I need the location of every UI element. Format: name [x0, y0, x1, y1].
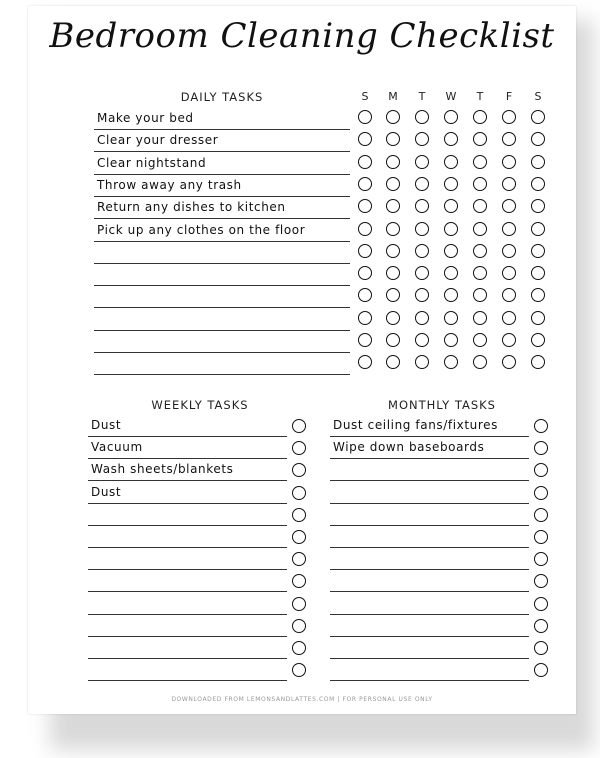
daily-task-label: Make your bed: [97, 111, 194, 125]
daily-checkbox[interactable]: [415, 333, 429, 347]
weekly-checkbox[interactable]: [292, 552, 306, 566]
weekday-label: S: [361, 90, 369, 103]
daily-task-row: [94, 309, 350, 331]
weekly-task-label: Wash sheets/blankets: [91, 462, 234, 477]
footer-note: DOWNLOADED FROM LEMONSANDLATTES.COM | FOR PERSONAL USE ONLY: [171, 696, 433, 703]
weekly-task-row: [88, 526, 287, 548]
daily-checkbox[interactable]: [531, 355, 545, 369]
weekly-task-row: [88, 459, 287, 481]
weekly-task-row: [88, 482, 287, 504]
daily-checkbox[interactable]: [502, 177, 516, 191]
weekly-checkbox[interactable]: [292, 419, 306, 433]
weekly-task-row: [88, 504, 287, 526]
daily-checkbox[interactable]: [358, 244, 372, 258]
daily-checkbox[interactable]: [415, 266, 429, 280]
daily-checkbox[interactable]: [358, 177, 372, 191]
monthly-task-row: [330, 615, 529, 637]
weekly-checkbox[interactable]: [292, 486, 306, 500]
daily-checkbox[interactable]: [473, 266, 487, 280]
weekly-checkbox[interactable]: [292, 574, 306, 588]
weekly-task-row: [88, 437, 287, 459]
daily-checkbox[interactable]: [415, 222, 429, 236]
daily-checkbox[interactable]: [386, 355, 400, 369]
daily-checkbox[interactable]: [444, 266, 458, 280]
daily-checkbox[interactable]: [502, 132, 516, 146]
daily-task-row: [94, 331, 350, 353]
daily-checkbox[interactable]: [386, 288, 400, 302]
weekly-task-row: [88, 548, 287, 570]
daily-checkbox[interactable]: [415, 177, 429, 191]
daily-checkbox[interactable]: [502, 110, 516, 124]
monthly-tasks-heading: MONTHLY TASKS: [388, 398, 496, 412]
daily-task-row: [94, 353, 350, 375]
daily-checkbox[interactable]: [502, 311, 516, 325]
daily-task-row: [94, 220, 350, 242]
daily-checkbox[interactable]: [358, 132, 372, 146]
daily-checkbox[interactable]: [415, 311, 429, 325]
daily-checkbox[interactable]: [473, 177, 487, 191]
daily-checkbox[interactable]: [531, 244, 545, 258]
weekly-task-row: [88, 593, 287, 615]
daily-checkbox[interactable]: [386, 177, 400, 191]
monthly-checkbox[interactable]: [534, 530, 548, 544]
daily-checkbox[interactable]: [386, 110, 400, 124]
checklist-sheet: [28, 6, 576, 714]
weekly-checkbox[interactable]: [292, 463, 306, 477]
daily-task-row: [94, 153, 350, 175]
monthly-task-label: Wipe down baseboards: [333, 440, 485, 455]
weekly-checkbox[interactable]: [292, 597, 306, 611]
daily-task-label: Return any dishes to kitchen: [97, 200, 286, 215]
monthly-task-row: [330, 637, 529, 659]
daily-checkbox[interactable]: [502, 355, 516, 369]
daily-checkbox[interactable]: [531, 266, 545, 280]
daily-checkbox[interactable]: [415, 199, 429, 213]
daily-checkbox[interactable]: [502, 266, 516, 280]
monthly-task-label: Dust ceiling fans/fixtures: [333, 418, 498, 432]
monthly-checkbox[interactable]: [534, 574, 548, 588]
weekly-task-label: Dust: [91, 484, 122, 499]
daily-checkbox[interactable]: [473, 288, 487, 302]
daily-task-row: [94, 197, 350, 219]
daily-checkbox[interactable]: [358, 222, 372, 236]
daily-checkbox[interactable]: [444, 222, 458, 236]
weekly-checkbox[interactable]: [292, 441, 306, 455]
daily-checkbox[interactable]: [386, 132, 400, 146]
daily-checkbox[interactable]: [415, 110, 429, 124]
monthly-checkbox[interactable]: [534, 641, 548, 655]
daily-checkbox[interactable]: [531, 222, 545, 236]
daily-task-label: Throw away any trash: [97, 177, 242, 192]
daily-checkbox[interactable]: [444, 288, 458, 302]
daily-checkbox[interactable]: [444, 132, 458, 146]
daily-checkbox[interactable]: [473, 355, 487, 369]
daily-task-label: Clear nightstand: [97, 155, 207, 170]
weekly-task-row: [88, 615, 287, 637]
monthly-checkbox[interactable]: [534, 508, 548, 522]
daily-checkbox[interactable]: [502, 155, 516, 169]
daily-checkbox[interactable]: [473, 155, 487, 169]
daily-checkbox[interactable]: [386, 266, 400, 280]
daily-checkbox[interactable]: [444, 333, 458, 347]
monthly-task-row: [330, 548, 529, 570]
daily-checkbox[interactable]: [473, 222, 487, 236]
daily-checkbox[interactable]: [473, 132, 487, 146]
monthly-task-row: [330, 570, 529, 592]
monthly-task-row: [330, 482, 529, 504]
page-title: Bedroom Cleaning Checklist: [49, 16, 555, 56]
daily-checkbox[interactable]: [473, 333, 487, 347]
monthly-task-row: [330, 504, 529, 526]
weekday-label: F: [505, 90, 513, 103]
monthly-task-row: [330, 659, 529, 681]
daily-task-row: [94, 264, 350, 286]
weekday-label: S: [534, 90, 542, 103]
daily-checkbox[interactable]: [444, 244, 458, 258]
daily-checkbox[interactable]: [531, 311, 545, 325]
daily-checkbox[interactable]: [444, 110, 458, 124]
daily-checkbox[interactable]: [473, 311, 487, 325]
daily-checkbox[interactable]: [358, 288, 372, 302]
weekly-checkbox[interactable]: [292, 508, 306, 522]
daily-checkbox[interactable]: [502, 199, 516, 213]
daily-checkbox[interactable]: [502, 288, 516, 302]
daily-checkbox[interactable]: [531, 177, 545, 191]
daily-checkbox[interactable]: [415, 355, 429, 369]
daily-tasks-heading: DAILY TASKS: [180, 90, 264, 104]
daily-checkbox[interactable]: [502, 244, 516, 258]
daily-task-label: Clear your dresser: [97, 133, 219, 148]
daily-checkbox[interactable]: [444, 177, 458, 191]
daily-checkbox[interactable]: [358, 110, 372, 124]
monthly-checkbox[interactable]: [534, 663, 548, 677]
monthly-checkbox[interactable]: [534, 441, 548, 455]
daily-task-label: Pick up any clothes on the floor: [97, 222, 306, 237]
daily-checkbox[interactable]: [358, 355, 372, 369]
daily-checkbox[interactable]: [415, 155, 429, 169]
daily-checkbox[interactable]: [531, 132, 545, 146]
daily-checkbox[interactable]: [358, 155, 372, 169]
daily-task-row: [94, 108, 350, 130]
weekly-task-row: [88, 659, 287, 681]
weekly-task-row: [88, 637, 287, 659]
daily-checkbox[interactable]: [386, 333, 400, 347]
daily-checkbox[interactable]: [444, 311, 458, 325]
daily-checkbox[interactable]: [502, 333, 516, 347]
monthly-checkbox[interactable]: [534, 597, 548, 611]
daily-checkbox[interactable]: [358, 266, 372, 280]
daily-checkbox[interactable]: [386, 199, 400, 213]
weekday-label: W: [445, 90, 457, 103]
daily-checkbox[interactable]: [386, 244, 400, 258]
weekday-label: T: [418, 90, 426, 103]
monthly-checkbox[interactable]: [534, 619, 548, 633]
daily-checkbox[interactable]: [415, 132, 429, 146]
weekly-checkbox[interactable]: [292, 641, 306, 655]
daily-checkbox[interactable]: [531, 199, 545, 213]
monthly-task-row: [330, 526, 529, 548]
weekly-checkbox[interactable]: [292, 530, 306, 544]
daily-checkbox[interactable]: [444, 199, 458, 213]
weekly-task-row: [88, 570, 287, 592]
monthly-task-row: [330, 593, 529, 615]
weekday-label: T: [476, 90, 484, 103]
daily-checkbox[interactable]: [386, 155, 400, 169]
daily-checkbox[interactable]: [531, 110, 545, 124]
daily-checkbox[interactable]: [444, 355, 458, 369]
daily-checkbox[interactable]: [386, 311, 400, 325]
daily-task-row: [94, 175, 350, 197]
daily-checkbox[interactable]: [473, 244, 487, 258]
monthly-checkbox[interactable]: [534, 419, 548, 433]
weekly-task-label: Dust: [91, 418, 122, 432]
daily-checkbox[interactable]: [502, 222, 516, 236]
weekly-task-label: Vacuum: [91, 440, 143, 455]
monthly-checkbox[interactable]: [534, 463, 548, 477]
daily-task-row: [94, 130, 350, 152]
daily-checkbox[interactable]: [358, 311, 372, 325]
monthly-task-row: [330, 437, 529, 459]
daily-checkbox[interactable]: [415, 288, 429, 302]
daily-checkbox[interactable]: [415, 244, 429, 258]
daily-checkbox[interactable]: [531, 333, 545, 347]
weekly-checkbox[interactable]: [292, 619, 306, 633]
weekday-label: M: [388, 90, 398, 103]
weekly-task-row: [88, 415, 287, 437]
monthly-task-row: [330, 415, 529, 437]
daily-checkbox[interactable]: [358, 199, 372, 213]
daily-checkbox[interactable]: [473, 199, 487, 213]
monthly-checkbox[interactable]: [534, 552, 548, 566]
monthly-task-row: [330, 459, 529, 481]
daily-checkbox[interactable]: [531, 288, 545, 302]
daily-task-row: [94, 242, 350, 264]
daily-checkbox[interactable]: [444, 155, 458, 169]
daily-checkbox[interactable]: [386, 222, 400, 236]
daily-checkbox[interactable]: [358, 333, 372, 347]
daily-checkbox[interactable]: [531, 155, 545, 169]
weekly-tasks-heading: WEEKLY TASKS: [151, 398, 249, 412]
daily-task-row: [94, 286, 350, 308]
monthly-checkbox[interactable]: [534, 486, 548, 500]
weekly-checkbox[interactable]: [292, 663, 306, 677]
daily-checkbox[interactable]: [473, 110, 487, 124]
